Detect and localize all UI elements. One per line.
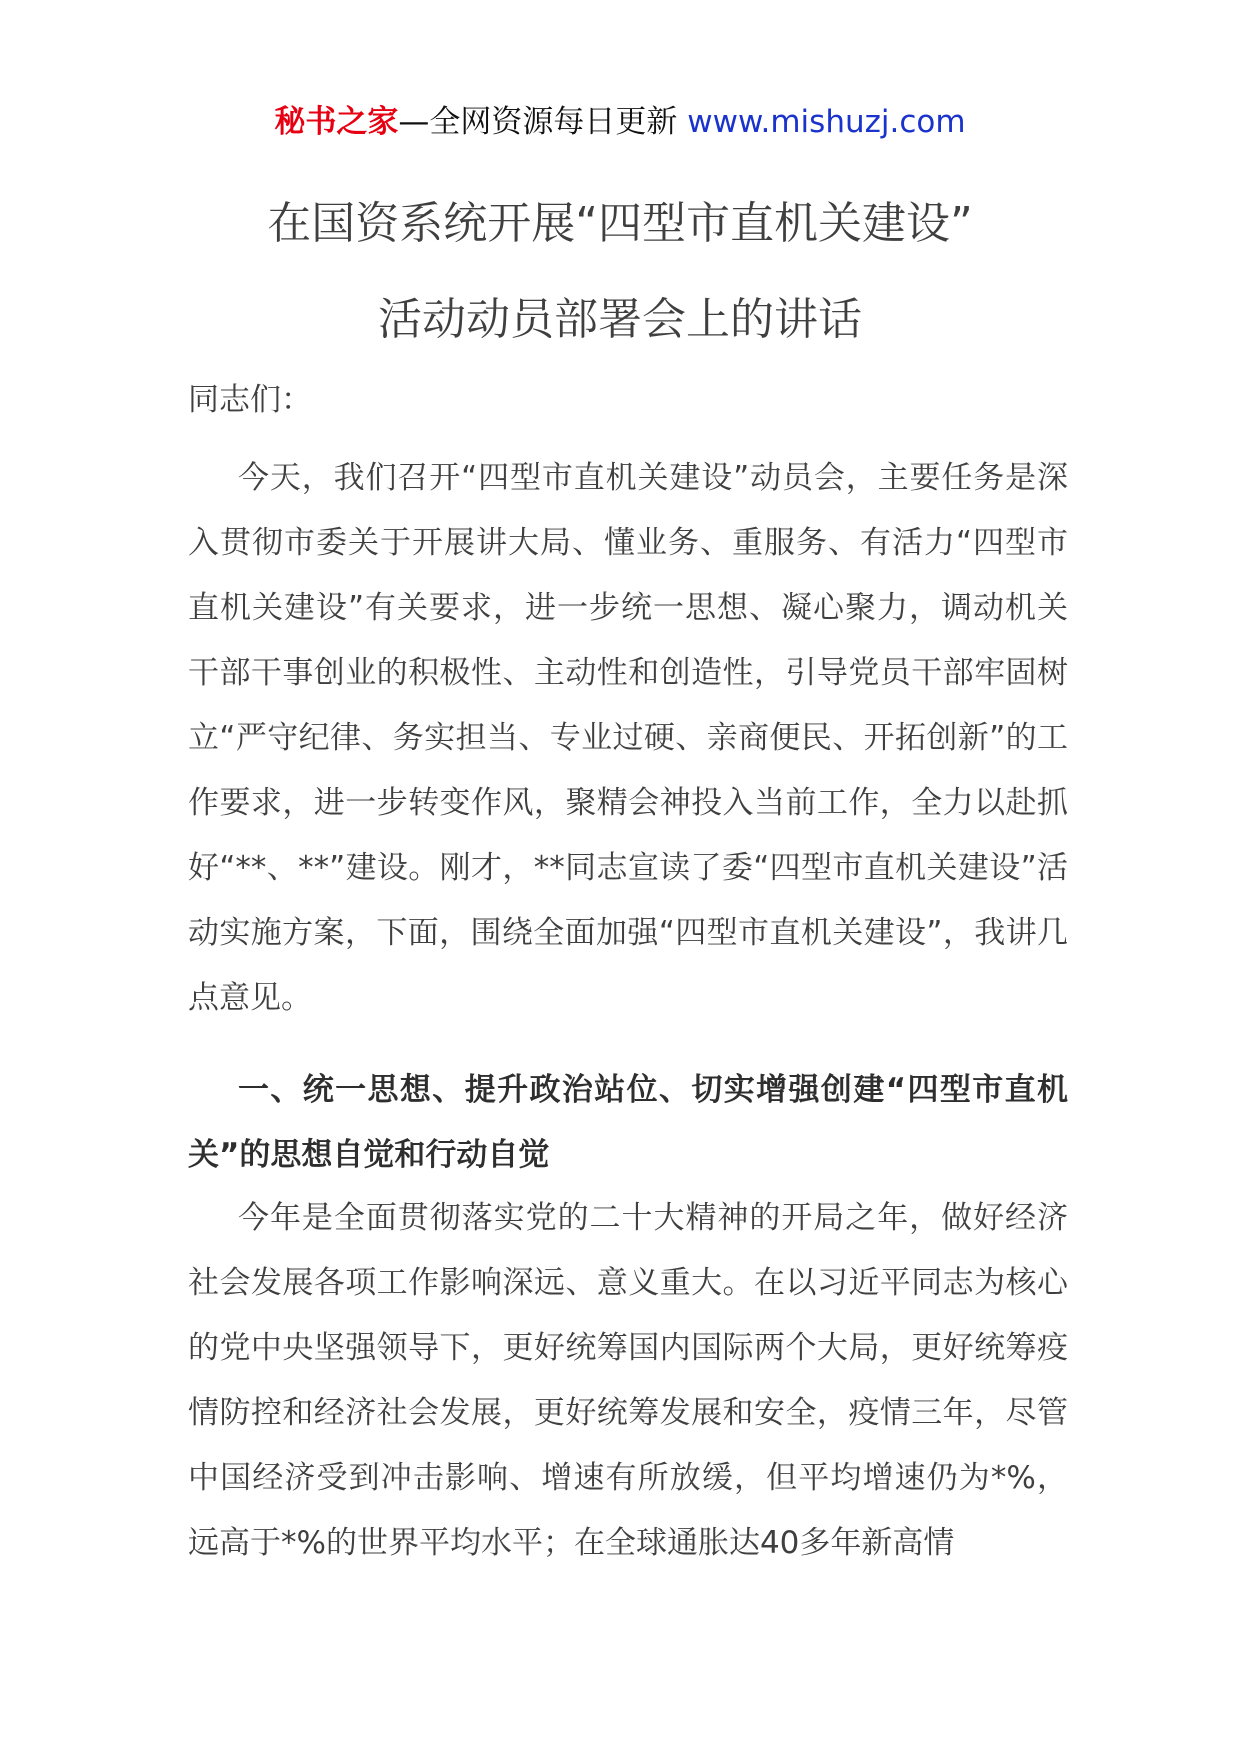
section-heading-1: 一、统一思想、提升政治站位、切实增强创建“四型市直机关”的思想自觉和行动自觉 [188, 1072, 1068, 1173]
site-header-banner [0, 102, 1240, 142]
paragraph-intro: 今天，我们召开“四型市直机关建设”动员会，主要任务是深入贯彻市委关于开展讲大局、懂业务、重服务、有活力“四型市直机关建设”有关要求，进一步统一思想、凝心聚力，调动机关干部干事创业的积极性、主动性和创造性，引导党员干部牢固树立“严守纪律、务实担当、专业过硬、亲商便民、开拓创新”的工作要求，进一步转变作风，聚精会神投入当前工作，全力以赴抓好“**、**”建设。刚才，**同志宣读了委“四型市直机关建设”活动实施方案，下面，围绕全面加强“四型市直机关建设”，我讲几点意见。 [188, 460, 1068, 1016]
document-title-line-1: 在国资系统开展“四型市直机关建设” [267, 198, 973, 249]
salutation: 同志们： [188, 382, 312, 418]
header-slogan: —全网资源每日更新 [398, 104, 688, 140]
brand-name: 秘书之家 [274, 104, 399, 140]
header-url-link[interactable]: www.mishuzj.com [687, 104, 966, 140]
paragraph-section-1-body: 今年是全面贯彻落实党的二十大精神的开局之年，做好经济社会发展各项工作影响深远、意义重大。在以习近平同志为核心的党中央坚强领导下，更好统筹国内国际两个大局，更好统筹疫情防控和经济社会发展，更好统筹发展和安全，疫情三年，尽管中国经济受到冲击影响、增速有所放缓，但平均增速仍为*%，远高于*%的世界平均水平；在全球通胀达40多年新高情 [188, 1200, 1068, 1561]
document-title-line-2: 活动动员部署会上的讲话 [378, 294, 862, 345]
